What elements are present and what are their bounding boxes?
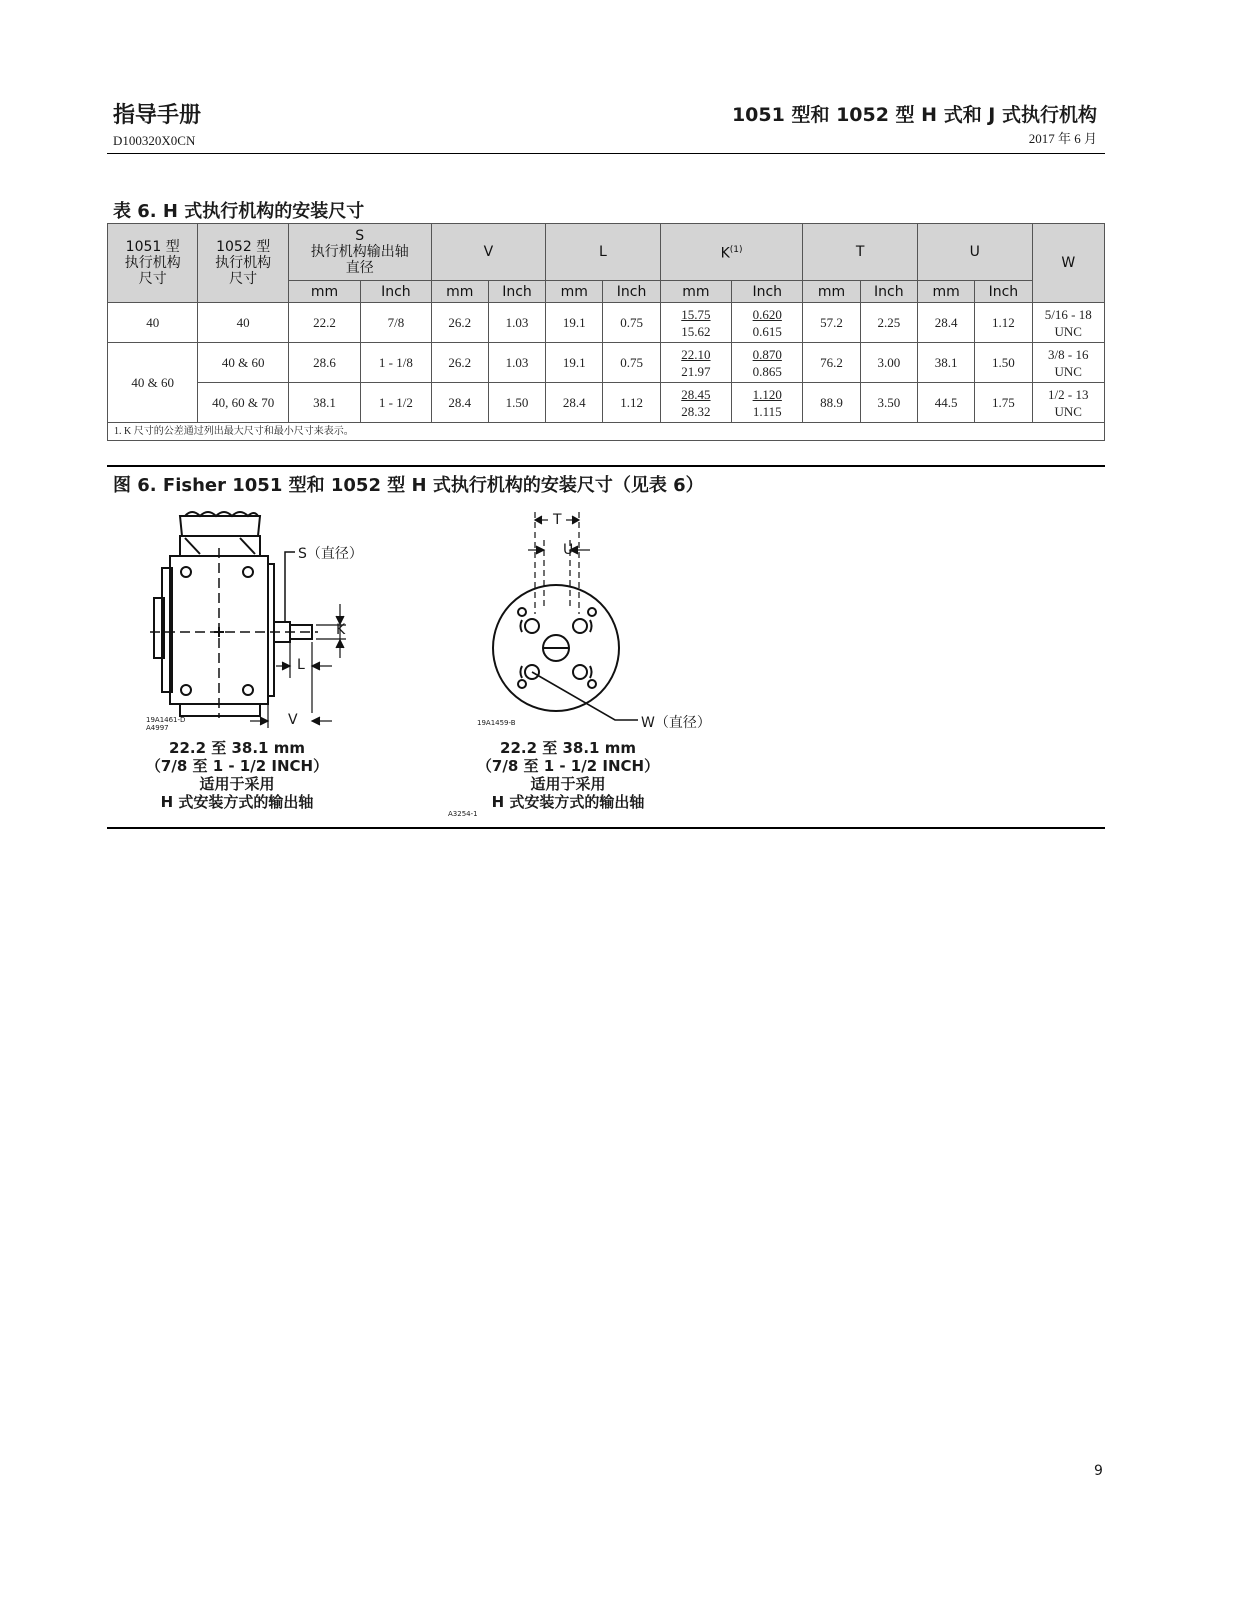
- k-in-max: 0.870: [752, 346, 782, 362]
- label-w-diameter: W（直径）: [641, 715, 711, 731]
- cell-t-mm: 88.9: [803, 383, 860, 423]
- cell-t-inch: 2.25: [860, 303, 917, 343]
- k-mm-max: 15.75: [681, 306, 711, 322]
- cell-l-mm: 19.1: [546, 343, 603, 383]
- cell-u-inch: 1.50: [975, 343, 1032, 383]
- header-s-desc: 执行机构输出轴: [310, 244, 409, 260]
- unit-mm: mm: [288, 281, 360, 303]
- unit-mm: mm: [431, 281, 488, 303]
- motor-housing: [180, 516, 260, 536]
- label-l: L: [297, 657, 305, 673]
- figure-bottom-rule: [107, 827, 1105, 829]
- header-s-letter: S: [355, 228, 365, 244]
- table-row: [108, 343, 1105, 383]
- table-title: 表 6. H 式执行机构的安装尺寸: [113, 201, 365, 222]
- unit-mm: mm: [917, 281, 974, 303]
- cell-l-inch: 0.75: [603, 303, 660, 343]
- cell-u-inch: 1.75: [975, 383, 1032, 423]
- unit-inch: Inch: [975, 281, 1032, 303]
- cell-k-mm: [660, 303, 731, 343]
- cell-k-mm: [660, 383, 731, 423]
- cell-v-mm: 26.2: [431, 303, 488, 343]
- label-v: V: [288, 712, 298, 728]
- cell-s-mm: 28.6: [288, 343, 360, 383]
- cell-w: [1032, 383, 1104, 423]
- w-thread: 1/2 ‑ 13: [1048, 386, 1089, 402]
- table-row: [108, 303, 1105, 343]
- cell-v-inch: 1.03: [488, 303, 545, 343]
- cell-k-mm: [660, 343, 731, 383]
- cell-u-mm: 28.4: [917, 303, 974, 343]
- cell-1052-size: 40: [198, 303, 288, 343]
- label-s-diameter: S（直径）: [298, 546, 363, 562]
- header-w: W: [1032, 224, 1104, 303]
- cell-t-mm: 57.2: [803, 303, 860, 343]
- cell-k-inch: [732, 343, 803, 383]
- k-in-max: 0.620: [752, 306, 782, 322]
- k-in-min: 0.865: [752, 363, 782, 379]
- w-standard: UNC: [1054, 403, 1082, 419]
- cell-1051-size: 40 & 60: [108, 343, 198, 423]
- caption-line: 适用于采用: [199, 775, 275, 793]
- cell-l-inch: 1.12: [603, 383, 660, 423]
- manual-title: 指导手册: [113, 103, 202, 128]
- cell-1052-size: 40, 60 & 70: [198, 383, 288, 423]
- header-s-desc2: 直径: [345, 260, 374, 276]
- page-number: 9: [1094, 1463, 1103, 1479]
- cell-t-mm: 76.2: [803, 343, 860, 383]
- front-view-drawing: [480, 508, 650, 723]
- k-in-min: 0.615: [752, 323, 782, 339]
- cell-u-inch: 1.12: [975, 303, 1032, 343]
- table-row: [108, 383, 1105, 423]
- label-k: K: [336, 622, 346, 638]
- unit-mm: mm: [546, 281, 603, 303]
- w-standard: UNC: [1054, 363, 1082, 379]
- label-t: T: [553, 512, 562, 528]
- cell-u-mm: 38.1: [917, 343, 974, 383]
- caption-line: （7/8 至 1 ‑ 1/2 INCH）: [476, 757, 660, 775]
- header-1051-size: 1051 型 执行机构 尺寸: [108, 224, 198, 303]
- k-in-max: 1.120: [752, 386, 782, 402]
- publish-date: 2017 年 6 月: [1028, 131, 1097, 146]
- table-footnote: 1. K 尺寸的公差通过列出最大尺寸和最小尺寸来表示。: [108, 423, 1105, 441]
- document-number: D100320X0CN: [113, 133, 196, 148]
- cell-l-mm: 28.4: [546, 383, 603, 423]
- label-u: U: [563, 542, 574, 558]
- left-figure-caption: [137, 739, 337, 811]
- k-mm-min: 28.32: [681, 403, 711, 419]
- unit-mm: mm: [660, 281, 731, 303]
- cell-l-inch: 0.75: [603, 343, 660, 383]
- unit-inch: Inch: [603, 281, 660, 303]
- k-mm-min: 21.97: [681, 363, 711, 379]
- cell-v-inch: 1.50: [488, 383, 545, 423]
- header-u: U: [917, 224, 1032, 281]
- header-v: V: [431, 224, 546, 281]
- cell-t-inch: 3.00: [860, 343, 917, 383]
- caption-line: （7/8 至 1 ‑ 1/2 INCH）: [145, 757, 329, 775]
- caption-line: H 式安装方式的输出轴: [160, 793, 314, 811]
- cell-s-inch: 1 ‑ 1/2: [361, 383, 431, 423]
- cell-s-inch: 7/8: [361, 303, 431, 343]
- cell-w: [1032, 343, 1104, 383]
- header-1052-size: 1052 型 执行机构 尺寸: [198, 224, 288, 303]
- unit-inch: Inch: [361, 281, 431, 303]
- caption-line: 适用于采用: [530, 775, 606, 793]
- cell-1052-size: 40 & 60: [198, 343, 288, 383]
- product-title: 1051 型和 1052 型 H 式和 J 式执行机构: [731, 104, 1097, 126]
- unit-mm: mm: [803, 281, 860, 303]
- cell-v-mm: 28.4: [431, 383, 488, 423]
- header-k-footnote-ref: (1): [729, 245, 743, 256]
- cell-s-mm: 38.1: [288, 383, 360, 423]
- cell-v-inch: 1.03: [488, 343, 545, 383]
- drawing-number-right: 19A1459-B: [477, 719, 516, 727]
- header-s: [288, 224, 431, 281]
- caption-line: H 式安装方式的输出轴: [491, 793, 645, 811]
- cell-v-mm: 26.2: [431, 343, 488, 383]
- header-k: [660, 224, 803, 281]
- figure-title: 图 6. Fisher 1051 型和 1052 型 H 式执行机构的安装尺寸（见表 6）: [113, 475, 704, 496]
- cell-l-mm: 19.1: [546, 303, 603, 343]
- cell-s-inch: 1 ‑ 1/8: [361, 343, 431, 383]
- caption-line: 22.2 至 38.1 mm: [500, 739, 636, 757]
- drawing-number-left: [146, 716, 185, 732]
- cell-u-mm: 44.5: [917, 383, 974, 423]
- header-t: T: [803, 224, 918, 281]
- header-k-letter: K: [720, 245, 730, 262]
- unit-inch: Inch: [860, 281, 917, 303]
- header-divider: [107, 153, 1105, 154]
- cell-w: [1032, 303, 1104, 343]
- cell-s-mm: 22.2: [288, 303, 360, 343]
- w-standard: UNC: [1054, 323, 1082, 339]
- mounting-dimensions-table: [107, 223, 1105, 441]
- cell-1051-size: 40: [108, 303, 198, 343]
- right-figure-caption: [468, 739, 668, 811]
- header-l: L: [546, 224, 661, 281]
- unit-inch: Inch: [732, 281, 803, 303]
- k-mm-max: 22.10: [681, 346, 711, 362]
- k-in-min: 1.115: [752, 403, 782, 419]
- caption-line: 22.2 至 38.1 mm: [169, 739, 305, 757]
- drawing-number-line1: 19A1461-D: [146, 716, 186, 724]
- drawing-number-line2: A4997: [146, 724, 169, 732]
- k-mm-max: 28.45: [681, 386, 711, 402]
- w-thread: 3/8 ‑ 16: [1048, 346, 1089, 362]
- w-thread: 5/16 ‑ 18: [1044, 306, 1092, 322]
- cell-k-inch: [732, 383, 803, 423]
- k-mm-min: 15.62: [681, 323, 711, 339]
- figure-code: A3254-1: [448, 810, 478, 818]
- cell-t-inch: 3.50: [860, 383, 917, 423]
- cell-k-inch: [732, 303, 803, 343]
- figure-top-rule: [107, 465, 1105, 467]
- unit-inch: Inch: [488, 281, 545, 303]
